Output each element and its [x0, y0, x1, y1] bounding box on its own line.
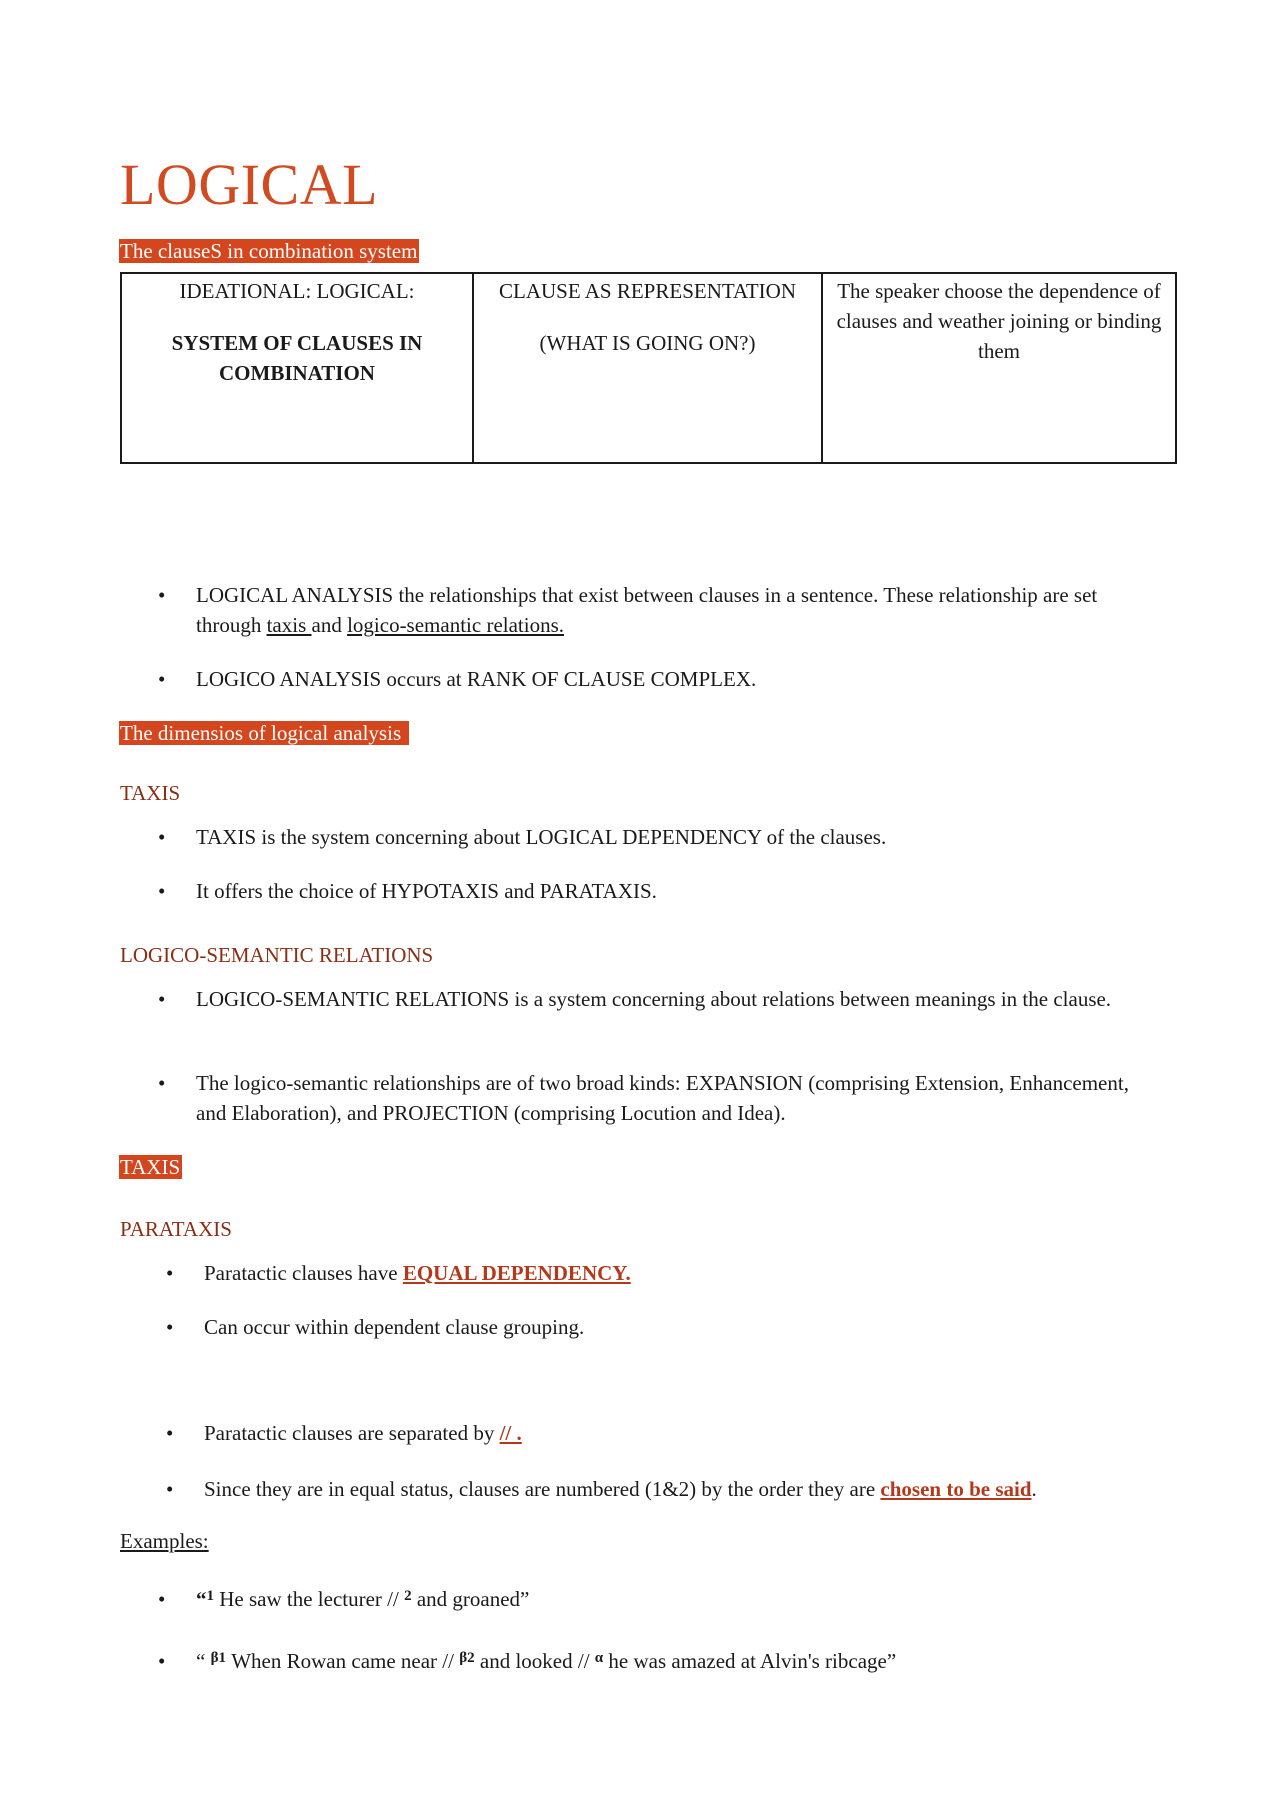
- logico-semantic-link[interactable]: logico-semantic relations.: [347, 613, 565, 637]
- section-label-taxis: [119, 1152, 182, 1182]
- separator-link[interactable]: // .: [499, 1421, 522, 1445]
- clause-system-table: [120, 272, 1177, 464]
- list-item-text: LOGICO ANALYSIS occurs at RANK OF CLAUSE COMPLEX.: [196, 667, 757, 691]
- bullet-icon: •: [166, 1477, 174, 1501]
- bullet-icon: •: [158, 583, 166, 607]
- bullet-icon: •: [158, 879, 166, 903]
- cell-heading: IDEATIONAL: LOGICAL:: [179, 279, 415, 303]
- list-item-text: LOGICO-SEMANTIC RELATIONS is a system concerning about relations between meanings in the clause.: [196, 987, 1112, 1011]
- bullet-icon: •: [158, 1071, 166, 1095]
- example-text: “$^1$ He saw the lecturer // $^2$ and groaned”: [196, 1587, 530, 1611]
- cell-subheading: (WHAT IS GOING ON?): [539, 331, 756, 355]
- bullet-icon: •: [158, 667, 166, 691]
- list-item: [158, 1068, 1148, 1130]
- logico-semantic-heading: LOGICO-SEMANTIC RELATIONS: [120, 943, 434, 967]
- parataxis-heading: PARATAXIS: [120, 1217, 232, 1241]
- taxis-link[interactable]: taxis: [266, 613, 312, 637]
- list-item-text: The logico-semantic relationships are of two broad kinds: EXPANSION (comprising Extension, Enhancement, and Elaboration), and PROJECTION (comprising Locution and Idea).: [196, 1071, 1129, 1125]
- list-item-text: It offers the choice of HYPOTAXIS and PARATAXIS.: [196, 879, 657, 903]
- list-item-text: Paratactic clauses have EQUAL DEPENDENCY.: [204, 1261, 631, 1285]
- table-cell-representation: [473, 273, 822, 463]
- taxis-heading: TAXIS: [120, 781, 181, 805]
- table-cell-description: [822, 273, 1176, 463]
- table-row: [121, 273, 1176, 463]
- example-text: “ $^{\beta 1}$ When Rowan came near // $^{\beta 2}$ and looked // $^\alpha$ he was amazed at Alvin's ribcage”: [196, 1649, 897, 1673]
- cell-subheading: SYSTEM OF CLAUSES IN COMBINATION: [171, 331, 423, 385]
- chosen-to-be-said-link[interactable]: chosen to be said: [880, 1477, 1032, 1501]
- cell-heading: CLAUSE AS REPRESENTATION: [498, 279, 796, 303]
- highlighted-label: The dimensios of logical analysis: [119, 721, 409, 745]
- bullet-icon: •: [166, 1261, 174, 1285]
- table-cell-ideational: [121, 273, 473, 463]
- list-item-text: Can occur within dependent clause grouping.: [204, 1315, 585, 1339]
- bullet-icon: •: [158, 1649, 166, 1673]
- section-label-dimensions: [119, 718, 409, 748]
- highlighted-label: TAXIS: [120, 1155, 181, 1179]
- list-item: [158, 580, 1148, 642]
- list-item-text: Paratactic clauses are separated by // .: [204, 1421, 522, 1445]
- cell-text: The speaker choose the dependence of clauses and weather joining or binding them: [836, 279, 1162, 363]
- page-title: LOGICAL: [120, 152, 379, 217]
- bullet-icon: •: [158, 987, 166, 1011]
- bullet-icon: •: [158, 1587, 166, 1611]
- section-label-clauses: [119, 236, 419, 266]
- list-item-text: LOGICAL ANALYSIS the relationships that exist between clauses in a sentence. These relationship are set through taxis and logico-semantic relations.: [196, 583, 1098, 637]
- examples-label: Examples:: [120, 1529, 209, 1553]
- highlighted-label: The clauseS in combination system: [120, 239, 418, 263]
- bullet-icon: •: [158, 825, 166, 849]
- equal-dependency-link[interactable]: EQUAL DEPENDENCY.: [402, 1261, 631, 1285]
- bullet-icon: •: [166, 1421, 174, 1445]
- bullet-icon: •: [166, 1315, 174, 1339]
- list-item: [158, 984, 1148, 1046]
- list-item-text: TAXIS is the system concerning about LOGICAL DEPENDENCY of the clauses.: [196, 825, 887, 849]
- list-item-text: Since they are in equal status, clauses are numbered (1&2) by the order they are chosen to be said.: [204, 1477, 1037, 1501]
